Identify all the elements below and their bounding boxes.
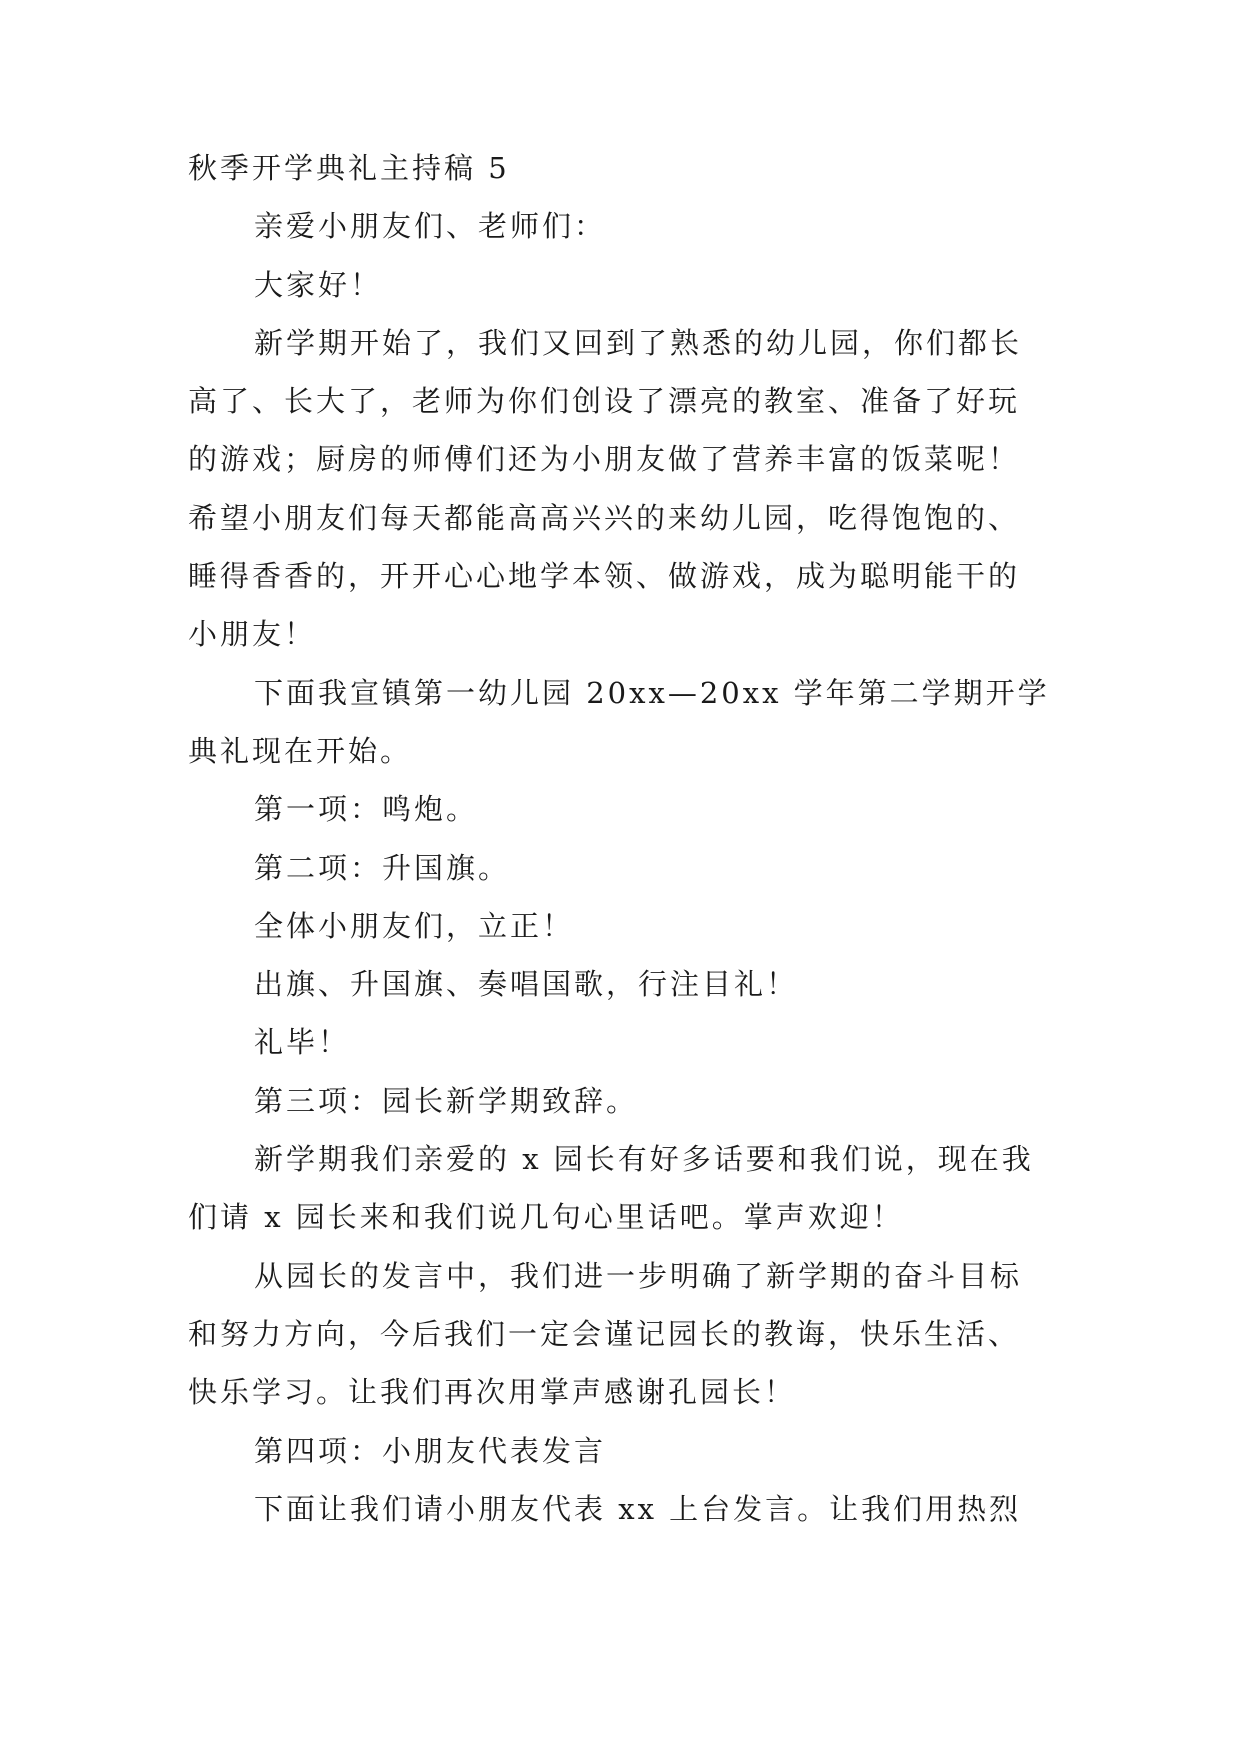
text-line: 第二项：升国旗。: [254, 850, 511, 885]
text-line: 下面我宣镇第一幼儿园 20xx—20xx 学年第二学期开学: [254, 675, 1050, 710]
text-line: 高了、长大了，老师为你们创设了漂亮的教室、准备了好玩: [188, 384, 1021, 419]
text-line: 新学期我们亲爱的 x 园长有好多话要和我们说，现在我: [254, 1142, 1034, 1177]
document-title: 秋季开学典礼主持稿 5: [188, 151, 510, 185]
text-line: 亲爱小朋友们、老师们：: [254, 209, 607, 244]
text-line: 快乐学习。让我们再次用掌声感谢孔园长！: [188, 1375, 797, 1410]
text-line: 希望小朋友们每天都能高高兴兴的来幼儿园，吃得饱饱的、: [188, 500, 1021, 535]
text-line: 从园长的发言中，我们进一步明确了新学期的奋斗目标: [254, 1258, 1023, 1293]
document-body: [188, 139, 1068, 1538]
text-line: 的游戏；厨房的师傅们还为小朋友做了营养丰富的饭菜呢！: [188, 442, 1021, 477]
text-line: 礼毕！: [254, 1025, 351, 1060]
text-line: 们请 x 园长来和我们说几句心里话吧。掌声欢迎！: [188, 1200, 904, 1235]
text-line: 小朋友！: [188, 617, 317, 652]
text-line: 第三项：园长新学期致辞。: [254, 1083, 639, 1118]
text-line: 大家好！: [254, 267, 383, 302]
text-line: 下面让我们请小朋友代表 xx 上台发言。让我们用热烈: [254, 1491, 1022, 1526]
text-line: 和努力方向，今后我们一定会谨记园长的教诲，快乐生活、: [188, 1316, 1021, 1351]
text-line: 典礼现在开始。: [188, 733, 413, 768]
text-line: 新学期开始了，我们又回到了熟悉的幼儿园，你们都长: [254, 325, 1023, 360]
text-line: 第四项：小朋友代表发言: [254, 1433, 607, 1468]
text-line: 全体小朋友们，立正！: [254, 908, 575, 943]
text-line: 第一项：鸣炮。: [254, 792, 479, 827]
text-line: 出旗、升国旗、奏唱国歌，行注目礼！: [254, 967, 799, 1002]
text-line: 睡得香香的，开开心心地学本领、做游戏，成为聪明能干的: [188, 559, 1021, 594]
